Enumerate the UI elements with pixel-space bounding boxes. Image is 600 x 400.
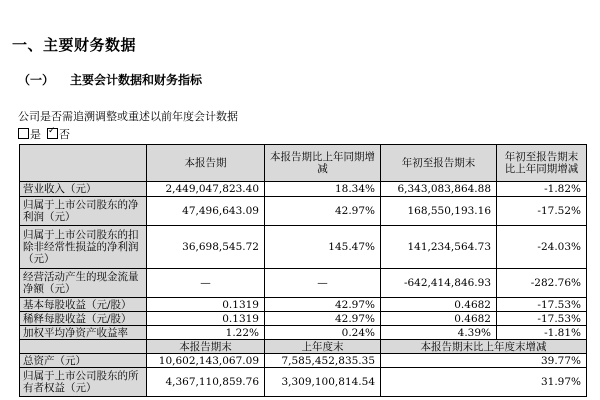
table-cell: —	[265, 269, 381, 298]
table-cell: 0.4682	[381, 312, 497, 326]
section-heading: 一、主要财务数据	[12, 36, 137, 54]
restatement-question: 公司是否需追溯调整或重述以前年度会计数据	[18, 110, 238, 123]
table-cell: 0.1319	[147, 312, 265, 326]
table-cell: 4,367,110,859.76	[147, 368, 265, 397]
table-cell: -642,414,846.93	[381, 269, 497, 298]
table-row	[20, 269, 587, 298]
table-cell: 2,449,047,823.40	[147, 182, 265, 197]
table-cell: 0.4682	[381, 298, 497, 312]
subsection-heading	[18, 71, 202, 88]
table-cell: 39.77%	[381, 354, 587, 368]
financial-data-table	[19, 144, 587, 397]
table-cell: -1.82%	[497, 182, 587, 197]
table-cell: 10,602,143,067.09	[147, 354, 265, 368]
table-cell: 0.24%	[265, 326, 381, 340]
table-cell: -282.76%	[497, 269, 587, 298]
option-yes-label: 是	[30, 128, 41, 141]
table-cell: 4.39%	[381, 326, 497, 340]
table-row	[20, 298, 587, 312]
table-cell: 47,496,643.09	[147, 197, 265, 226]
table-cell: 168,550,193.16	[381, 197, 497, 226]
row-label: 基本每股收益（元/股）	[20, 298, 147, 312]
subsection-title: 主要会计数据和财务指标	[70, 73, 203, 87]
restatement-options	[18, 126, 70, 142]
table-row	[20, 197, 587, 226]
table-header-cell: 本报告期	[147, 145, 265, 182]
checkbox-yes-icon[interactable]	[18, 128, 29, 139]
row-label: 归属于上市公司股东的扣除非经常性损益的净利润（元）	[20, 226, 147, 269]
subsection-number: （一）	[18, 73, 55, 87]
table-cell: -1.81%	[497, 326, 587, 340]
table-cell: 31.97%	[381, 368, 587, 397]
table-row	[20, 182, 587, 197]
table-row	[20, 226, 587, 269]
table-cell: 0.1319	[147, 298, 265, 312]
table-cell: 3,309,100,814.54	[265, 368, 381, 397]
table-cell: 7,585,452,835.35	[265, 354, 381, 368]
table-header-cell: 上年度末	[265, 340, 381, 354]
row-label: 经营活动产生的现金流量净额（元）	[20, 269, 147, 298]
table-cell: —	[147, 269, 265, 298]
table-cell: -24.03%	[497, 226, 587, 269]
table-header-cell: 年初至报告期末	[381, 145, 497, 182]
checkbox-no-icon[interactable]	[47, 128, 58, 139]
table-header-row	[20, 145, 587, 182]
table-header-cell: 本报告期末	[147, 340, 265, 354]
table-cell: 1.22%	[147, 326, 265, 340]
table-cell: 145.47%	[265, 226, 381, 269]
row-label: 归属于上市公司股东的所有者权益（元）	[20, 368, 147, 397]
table-cell: 42.97%	[265, 312, 381, 326]
row-label: 归属于上市公司股东的净利润（元）	[20, 197, 147, 226]
table-header-cell	[20, 145, 147, 182]
row-label: 营业收入（元）	[20, 182, 147, 197]
table-row	[20, 368, 587, 397]
table-cell: 6,343,083,864.88	[381, 182, 497, 197]
table-header-cell: 本报告期比上年同期增减	[265, 145, 381, 182]
row-label: 稀释每股收益（元/股）	[20, 312, 147, 326]
table-cell: 36,698,545.72	[147, 226, 265, 269]
option-no-label: 否	[59, 128, 70, 141]
table-row	[20, 312, 587, 326]
table-cell: -17.52%	[497, 197, 587, 226]
row-label: 总资产（元）	[20, 354, 147, 368]
table-header-cell: 年初至报告期末比上年同期增减	[497, 145, 587, 182]
table-cell: 42.97%	[265, 197, 381, 226]
table-row	[20, 326, 587, 340]
table-cell: 42.97%	[265, 298, 381, 312]
table-row	[20, 354, 587, 368]
table-cell: 141,234,564.73	[381, 226, 497, 269]
table-header-cell	[20, 340, 147, 354]
table-header-row	[20, 340, 587, 354]
table-cell: -17.53%	[497, 298, 587, 312]
row-label: 加权平均净资产收益率	[20, 326, 147, 340]
table-cell: -17.53%	[497, 312, 587, 326]
table-cell: 18.34%	[265, 182, 381, 197]
table-header-cell: 本报告期末比上年度末增减	[381, 340, 587, 354]
